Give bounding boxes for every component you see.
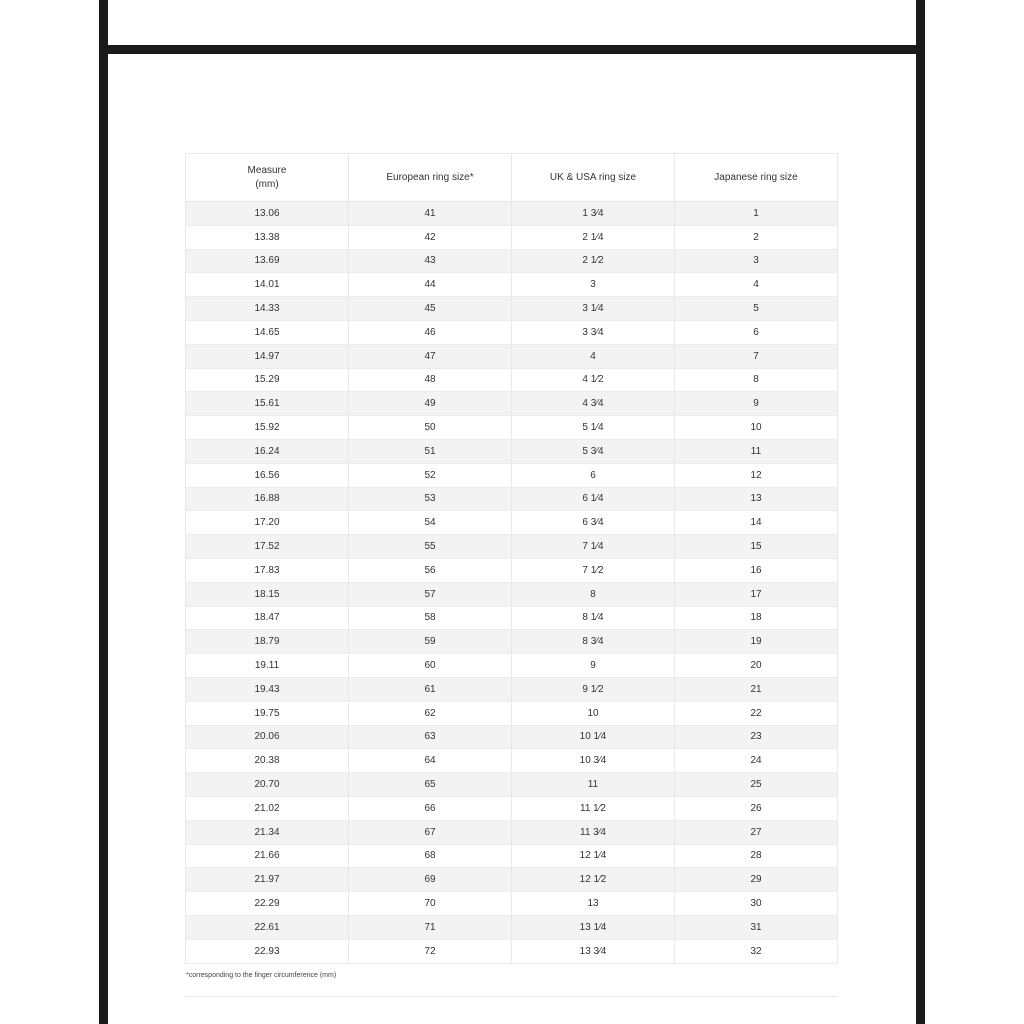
cell-japanese: 8 [675, 368, 838, 392]
cell-measure: 19.75 [186, 701, 349, 725]
table-body [186, 202, 838, 964]
cell-japanese: 28 [675, 844, 838, 868]
table-row [186, 939, 838, 963]
frame-left-border [99, 0, 108, 1024]
cell-uk-usa: 11 [512, 773, 675, 797]
cell-european: 63 [349, 725, 512, 749]
cell-european: 62 [349, 701, 512, 725]
cell-japanese: 1 [675, 202, 838, 226]
table-row [186, 820, 838, 844]
cell-japanese: 4 [675, 273, 838, 297]
cell-european: 64 [349, 749, 512, 773]
table-row [186, 249, 838, 273]
cell-measure: 13.69 [186, 249, 349, 273]
footnote-divider [185, 996, 837, 997]
cell-measure: 22.29 [186, 892, 349, 916]
table-row [186, 202, 838, 226]
cell-uk-usa: 10 [512, 701, 675, 725]
cell-measure: 15.29 [186, 368, 349, 392]
cell-japanese: 21 [675, 677, 838, 701]
table-row [186, 487, 838, 511]
cell-uk-usa: 3 3⁄4 [512, 320, 675, 344]
cell-measure: 22.61 [186, 915, 349, 939]
frame-top-divider [99, 45, 925, 54]
footnote: *corresponding to the finger circumference (mm) [186, 972, 337, 979]
cell-measure: 16.56 [186, 463, 349, 487]
cell-uk-usa: 4 [512, 344, 675, 368]
cell-japanese: 16 [675, 558, 838, 582]
cell-european: 44 [349, 273, 512, 297]
table-row [186, 225, 838, 249]
cell-uk-usa: 8 1⁄4 [512, 606, 675, 630]
cell-european: 47 [349, 344, 512, 368]
table-row [186, 463, 838, 487]
cell-european: 60 [349, 654, 512, 678]
cell-measure: 14.97 [186, 344, 349, 368]
table-row [186, 892, 838, 916]
table-row [186, 439, 838, 463]
cell-measure: 14.33 [186, 297, 349, 321]
cell-european: 56 [349, 558, 512, 582]
table-row [186, 654, 838, 678]
table-row [186, 273, 838, 297]
header-european: European ring size* [349, 154, 512, 202]
table-row [186, 535, 838, 559]
cell-japanese: 29 [675, 868, 838, 892]
cell-uk-usa: 7 1⁄4 [512, 535, 675, 559]
cell-japanese: 19 [675, 630, 838, 654]
cell-measure: 17.83 [186, 558, 349, 582]
cell-japanese: 12 [675, 463, 838, 487]
cell-european: 49 [349, 392, 512, 416]
cell-japanese: 31 [675, 915, 838, 939]
cell-japanese: 13 [675, 487, 838, 511]
table-row [186, 606, 838, 630]
cell-european: 45 [349, 297, 512, 321]
table-row [186, 915, 838, 939]
cell-european: 55 [349, 535, 512, 559]
cell-uk-usa: 4 3⁄4 [512, 392, 675, 416]
header-measure-label: Measure [247, 164, 287, 176]
table-row [186, 368, 838, 392]
cell-european: 67 [349, 820, 512, 844]
cell-measure: 18.15 [186, 582, 349, 606]
cell-japanese: 2 [675, 225, 838, 249]
table-row [186, 749, 838, 773]
cell-japanese: 22 [675, 701, 838, 725]
cell-measure: 20.06 [186, 725, 349, 749]
table-row [186, 320, 838, 344]
cell-uk-usa: 5 1⁄4 [512, 416, 675, 440]
cell-uk-usa: 4 1⁄2 [512, 368, 675, 392]
cell-european: 51 [349, 439, 512, 463]
table-row [186, 392, 838, 416]
table-row [186, 344, 838, 368]
cell-european: 59 [349, 630, 512, 654]
cell-measure: 17.52 [186, 535, 349, 559]
cell-uk-usa: 1 3⁄4 [512, 202, 675, 226]
cell-uk-usa: 13 [512, 892, 675, 916]
cell-european: 54 [349, 511, 512, 535]
header-japanese: Japanese ring size [675, 154, 838, 202]
cell-european: 53 [349, 487, 512, 511]
cell-measure: 20.70 [186, 773, 349, 797]
cell-japanese: 7 [675, 344, 838, 368]
cell-european: 72 [349, 939, 512, 963]
cell-european: 42 [349, 225, 512, 249]
cell-uk-usa: 11 3⁄4 [512, 820, 675, 844]
cell-european: 52 [349, 463, 512, 487]
table-row [186, 416, 838, 440]
cell-european: 46 [349, 320, 512, 344]
table-row [186, 725, 838, 749]
cell-uk-usa: 11 1⁄2 [512, 796, 675, 820]
cell-japanese: 27 [675, 820, 838, 844]
cell-measure: 21.02 [186, 796, 349, 820]
cell-japanese: 17 [675, 582, 838, 606]
cell-measure: 17.20 [186, 511, 349, 535]
cell-uk-usa: 2 1⁄4 [512, 225, 675, 249]
cell-uk-usa: 3 1⁄4 [512, 297, 675, 321]
cell-japanese: 24 [675, 749, 838, 773]
cell-uk-usa: 13 3⁄4 [512, 939, 675, 963]
table-row [186, 701, 838, 725]
cell-uk-usa: 12 1⁄4 [512, 844, 675, 868]
cell-measure: 21.34 [186, 820, 349, 844]
cell-european: 61 [349, 677, 512, 701]
cell-european: 66 [349, 796, 512, 820]
cell-measure: 14.65 [186, 320, 349, 344]
table-row [186, 511, 838, 535]
cell-japanese: 32 [675, 939, 838, 963]
cell-uk-usa: 7 1⁄2 [512, 558, 675, 582]
cell-european: 41 [349, 202, 512, 226]
cell-japanese: 10 [675, 416, 838, 440]
cell-japanese: 5 [675, 297, 838, 321]
cell-japanese: 25 [675, 773, 838, 797]
ring-size-chart [185, 153, 837, 964]
table-header-row [186, 154, 838, 202]
cell-european: 69 [349, 868, 512, 892]
table-row [186, 297, 838, 321]
cell-european: 50 [349, 416, 512, 440]
cell-measure: 16.24 [186, 439, 349, 463]
cell-measure: 19.11 [186, 654, 349, 678]
cell-uk-usa: 6 [512, 463, 675, 487]
cell-uk-usa: 5 3⁄4 [512, 439, 675, 463]
cell-uk-usa: 6 3⁄4 [512, 511, 675, 535]
cell-uk-usa: 8 [512, 582, 675, 606]
cell-measure: 16.88 [186, 487, 349, 511]
cell-measure: 20.38 [186, 749, 349, 773]
cell-measure: 18.79 [186, 630, 349, 654]
cell-japanese: 23 [675, 725, 838, 749]
cell-european: 65 [349, 773, 512, 797]
cell-uk-usa: 10 1⁄4 [512, 725, 675, 749]
table-row [186, 844, 838, 868]
cell-european: 48 [349, 368, 512, 392]
cell-measure: 14.01 [186, 273, 349, 297]
cell-european: 57 [349, 582, 512, 606]
cell-japanese: 14 [675, 511, 838, 535]
cell-measure: 19.43 [186, 677, 349, 701]
cell-measure: 21.97 [186, 868, 349, 892]
cell-japanese: 11 [675, 439, 838, 463]
cell-uk-usa: 10 3⁄4 [512, 749, 675, 773]
table-row [186, 773, 838, 797]
table-row [186, 868, 838, 892]
cell-european: 71 [349, 915, 512, 939]
cell-measure: 13.06 [186, 202, 349, 226]
cell-japanese: 20 [675, 654, 838, 678]
cell-japanese: 15 [675, 535, 838, 559]
cell-uk-usa: 8 3⁄4 [512, 630, 675, 654]
header-measure-unit: (mm) [255, 178, 279, 190]
frame-right-border [916, 0, 925, 1024]
cell-european: 43 [349, 249, 512, 273]
cell-japanese: 26 [675, 796, 838, 820]
cell-measure: 22.93 [186, 939, 349, 963]
cell-european: 70 [349, 892, 512, 916]
cell-uk-usa: 9 [512, 654, 675, 678]
cell-uk-usa: 9 1⁄2 [512, 677, 675, 701]
table-row [186, 677, 838, 701]
cell-uk-usa: 13 1⁄4 [512, 915, 675, 939]
cell-uk-usa: 2 1⁄2 [512, 249, 675, 273]
cell-uk-usa: 12 1⁄2 [512, 868, 675, 892]
cell-japanese: 3 [675, 249, 838, 273]
cell-japanese: 18 [675, 606, 838, 630]
cell-uk-usa: 6 1⁄4 [512, 487, 675, 511]
cell-european: 68 [349, 844, 512, 868]
cell-measure: 21.66 [186, 844, 349, 868]
cell-measure: 13.38 [186, 225, 349, 249]
ring-size-table [185, 153, 838, 964]
cell-measure: 15.61 [186, 392, 349, 416]
header-measure [186, 154, 349, 202]
cell-measure: 15.92 [186, 416, 349, 440]
header-uk-usa: UK & USA ring size [512, 154, 675, 202]
cell-japanese: 6 [675, 320, 838, 344]
cell-european: 58 [349, 606, 512, 630]
cell-japanese: 30 [675, 892, 838, 916]
table-row [186, 796, 838, 820]
table-row [186, 558, 838, 582]
cell-measure: 18.47 [186, 606, 349, 630]
table-row [186, 630, 838, 654]
cell-japanese: 9 [675, 392, 838, 416]
table-row [186, 582, 838, 606]
cell-uk-usa: 3 [512, 273, 675, 297]
